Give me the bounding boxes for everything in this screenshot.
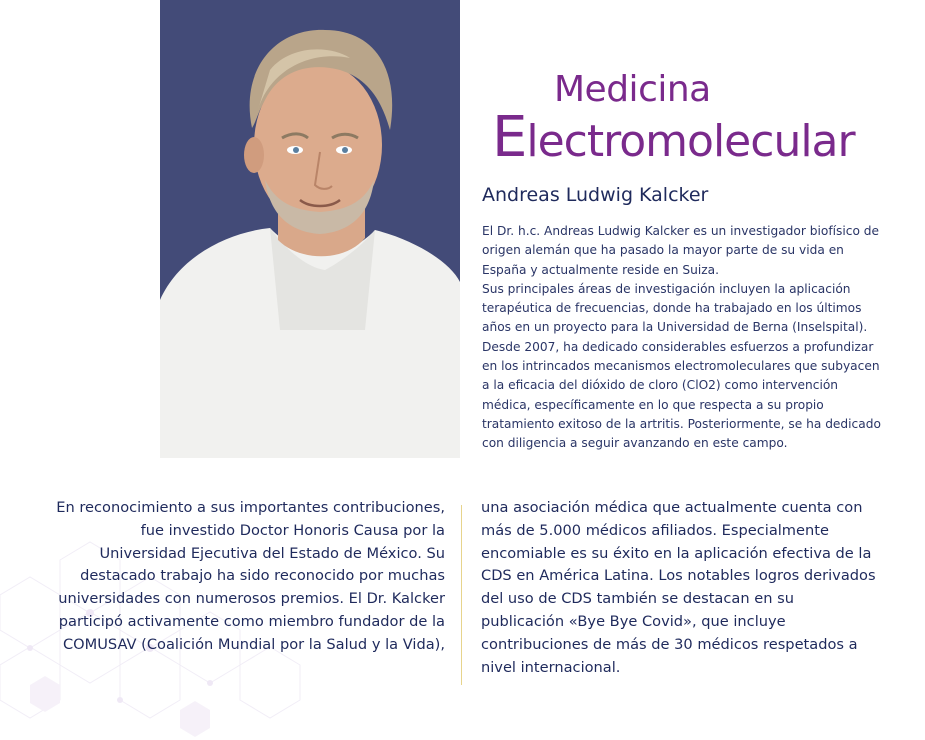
title-line-1: Medicina [554, 69, 711, 110]
bio-paragraph: Sus principales áreas de investigación incluyen la aplicación terapéutica de frecuencias, donde ha trabajado en los últimos años en un proyecto para la Universidad de Berna (Inselspital). Desde 2007, ha dedicado considerables esfuerzos a profundizar en los intrincados mecanismos electromoleculares que subyacen a la eficacia del dióxido de cloro (ClO2) como intervención médica, específicamente en lo que respecta a su propio tratamiento exitoso de la artritis. Posteriormente, se ha dedicado con diligencia a seguir avanzando en este campo. [482, 281, 881, 451]
portrait-photo [160, 0, 460, 458]
text-column-right [481, 497, 881, 679]
author-name: Andreas Ludwig Kalcker [482, 184, 709, 206]
bio-text [482, 222, 882, 454]
text-column-left [55, 497, 445, 657]
bio-paragraph: El Dr. h.c. Andreas Ludwig Kalcker es un investigador biofísico de origen alemán que ha pasado la mayor parte de su vida en España y actualmente reside en Suiza. [482, 224, 880, 277]
page-title [480, 69, 920, 170]
column-left-paragraph: En reconocimiento a sus importantes contribuciones, fue investido Doctor Honoris Causa por la Universidad Ejecutiva del Estado de México. Su destacado trabajo ha sido reconocido por muchas universidades con numerosos premios. El Dr. Kalcker participó activamente como miembro fundador de la COMUSAV (Coalición Mundial por la Salud y la Vida), [56, 499, 445, 653]
title-line-2-rest: lectromolecular [526, 116, 855, 167]
title-initial: E [492, 105, 527, 170]
title-line-2 [492, 105, 920, 170]
column-divider [461, 505, 462, 685]
column-right-paragraph: una asociación médica que actualmente cuenta con más de 5.000 médicos afiliados. Especialmente encomiable es su éxito en la aplicación efectiva de la CDS en América Latina. Los notables logros derivados del uso de CDS también se destacan en su publicación «Bye Bye Covid», que incluye contribuciones de más de 30 médicos respetados a nivel internacional. [481, 499, 876, 676]
